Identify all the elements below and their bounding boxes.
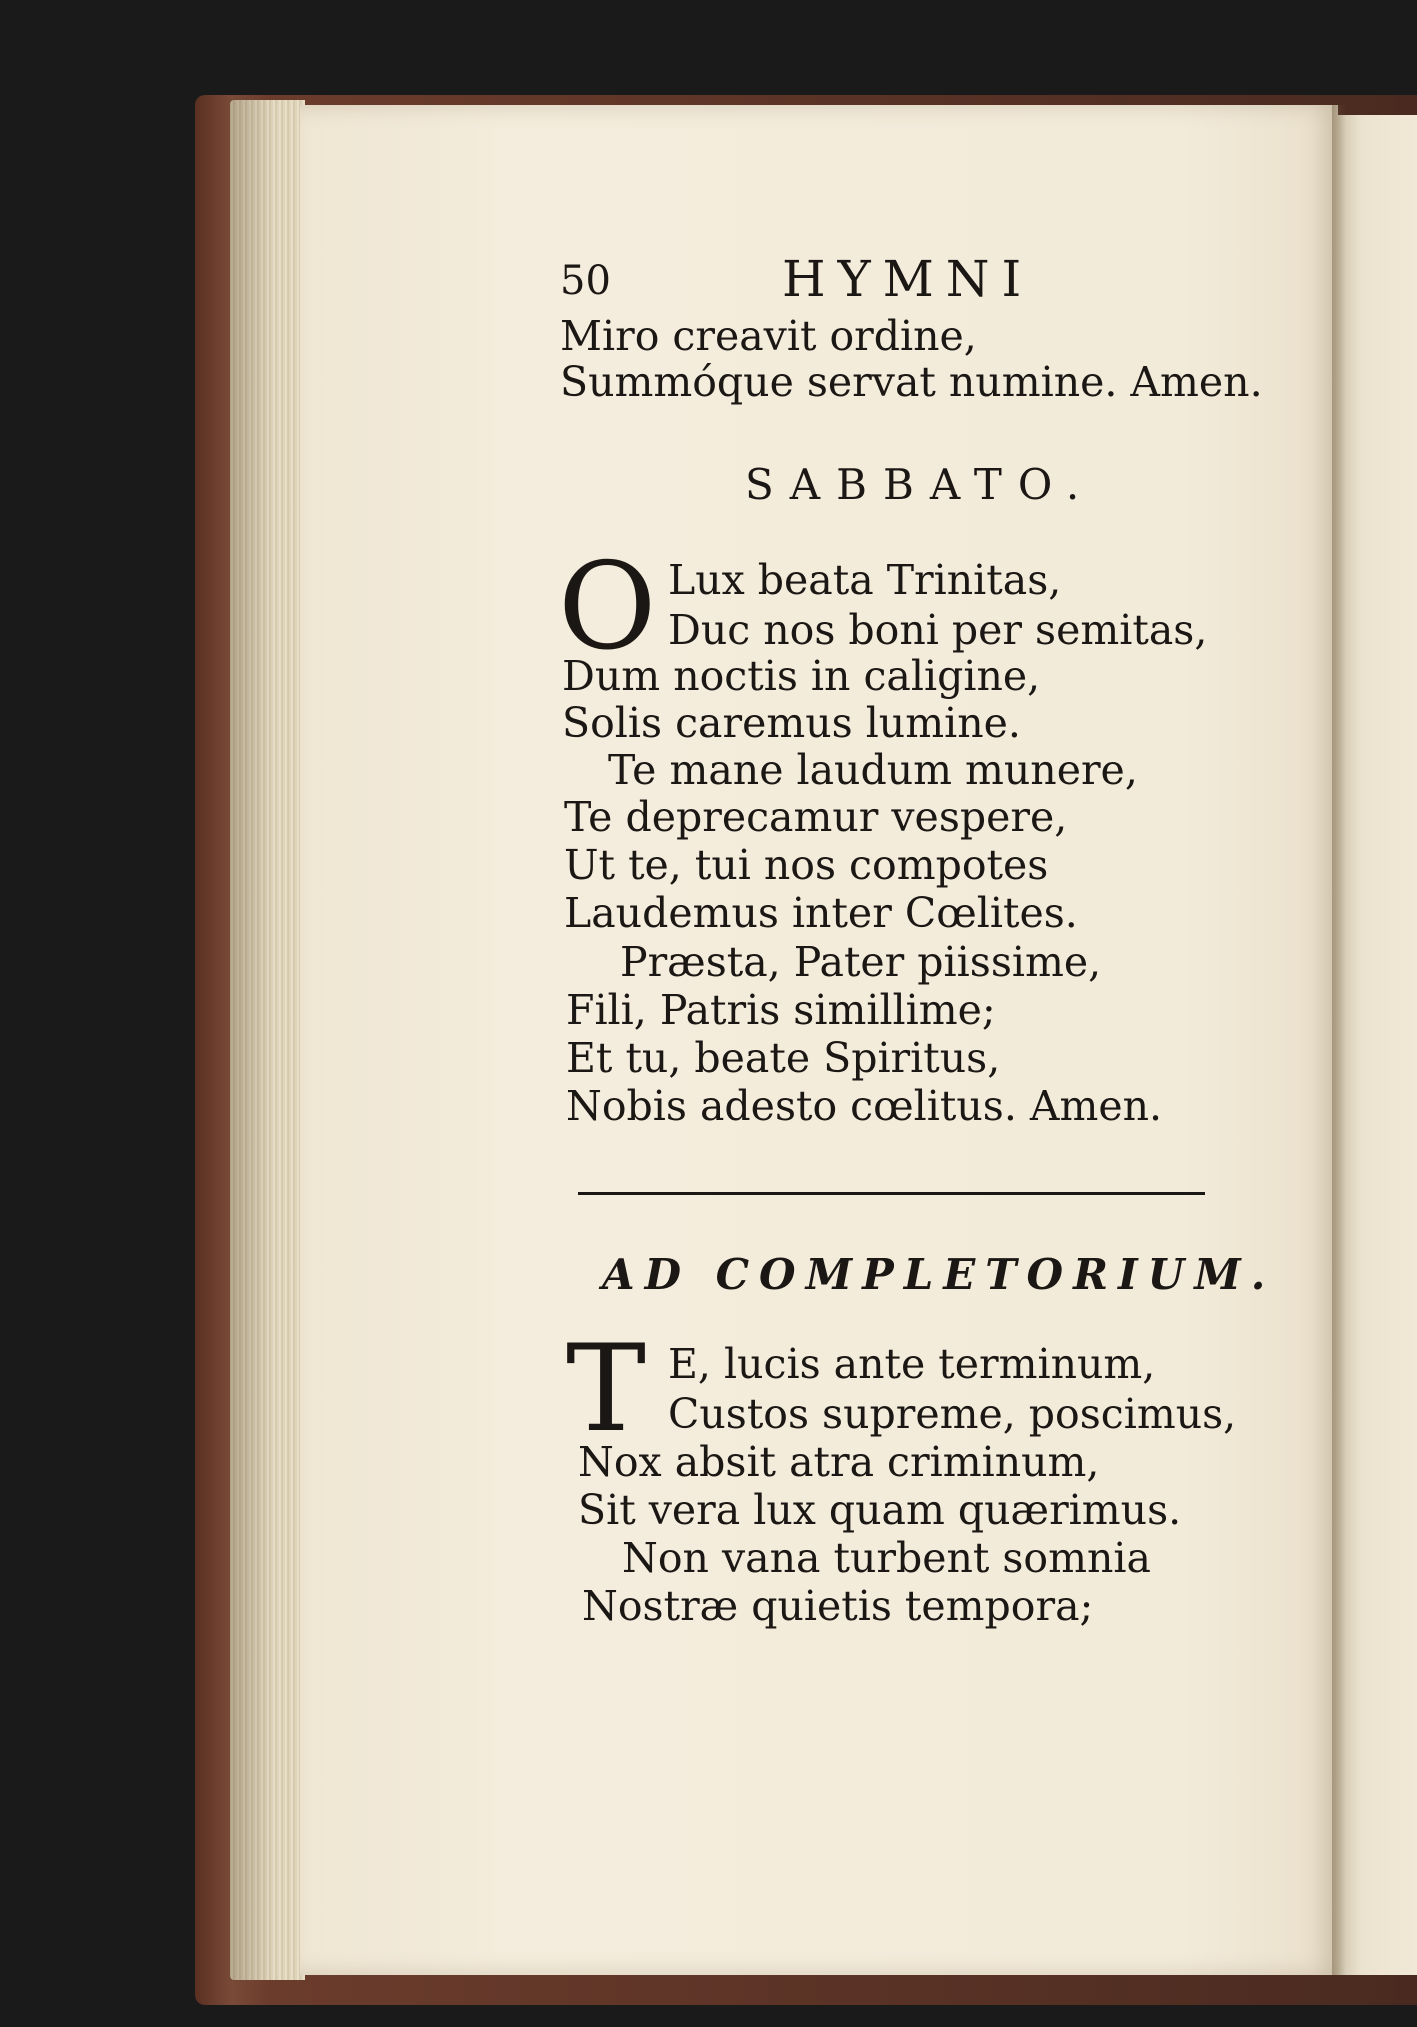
page-edges-shade [230, 100, 305, 1980]
sabbato-cap-line-2: Duc nos boni per semitas, [668, 606, 1208, 654]
page-header [560, 250, 1200, 310]
sabbato-line: Solis caremus lumine. [562, 699, 1021, 747]
sabbato-line: Dum noctis in caligine, [562, 652, 1041, 700]
completorium-line: Nox absit atra criminum, [578, 1438, 1100, 1486]
sabbato-cap-line-1: Lux beata Trinitas, [668, 556, 1062, 604]
sabbato-line: Nobis adesto cœlitus. Amen. [566, 1082, 1163, 1130]
sabbato-line: Et tu, beate Spiritus, [566, 1034, 1001, 1082]
drop-cap-o: O [558, 538, 657, 677]
sabbato-line: Ut te, tui nos compotes [564, 841, 1049, 889]
sabbato-line: Fili, Patris simillime; [566, 986, 996, 1034]
drop-cap-t: T [566, 1320, 647, 1459]
completorium-cap-line-1: E, lucis ante terminum, [668, 1340, 1156, 1388]
section-heading-completorium: AD COMPLETORIUM. [602, 1250, 1276, 1299]
sabbato-line: Te deprecamur vespere, [564, 793, 1068, 841]
right-page-edge [1338, 115, 1417, 1975]
completorium-cap-line-2: Custos supreme, poscimus, [668, 1390, 1237, 1438]
sabbato-line: Te mane laudum munere, [608, 746, 1138, 794]
page-number: 50 [560, 258, 611, 304]
sabbato-line: Laudemus inter Cœlites. [564, 889, 1078, 937]
prev-hymn-line-2: Summóque servat numine. Amen. [560, 358, 1263, 406]
running-title: HYMNI [782, 250, 1034, 308]
prev-hymn-line-1: Miro creavit ordine, [560, 312, 977, 360]
completorium-line: Sit vera lux quam quærimus. [578, 1486, 1182, 1534]
page-gutter [1332, 105, 1346, 1975]
section-heading-sabbato: SABBATO. [745, 460, 1096, 509]
section-divider [578, 1192, 1205, 1195]
completorium-line: Non vana turbent somnia [622, 1534, 1151, 1582]
sabbato-line: Præsta, Pater piissime, [620, 938, 1102, 986]
completorium-line: Nostræ quietis tempora; [582, 1582, 1094, 1630]
